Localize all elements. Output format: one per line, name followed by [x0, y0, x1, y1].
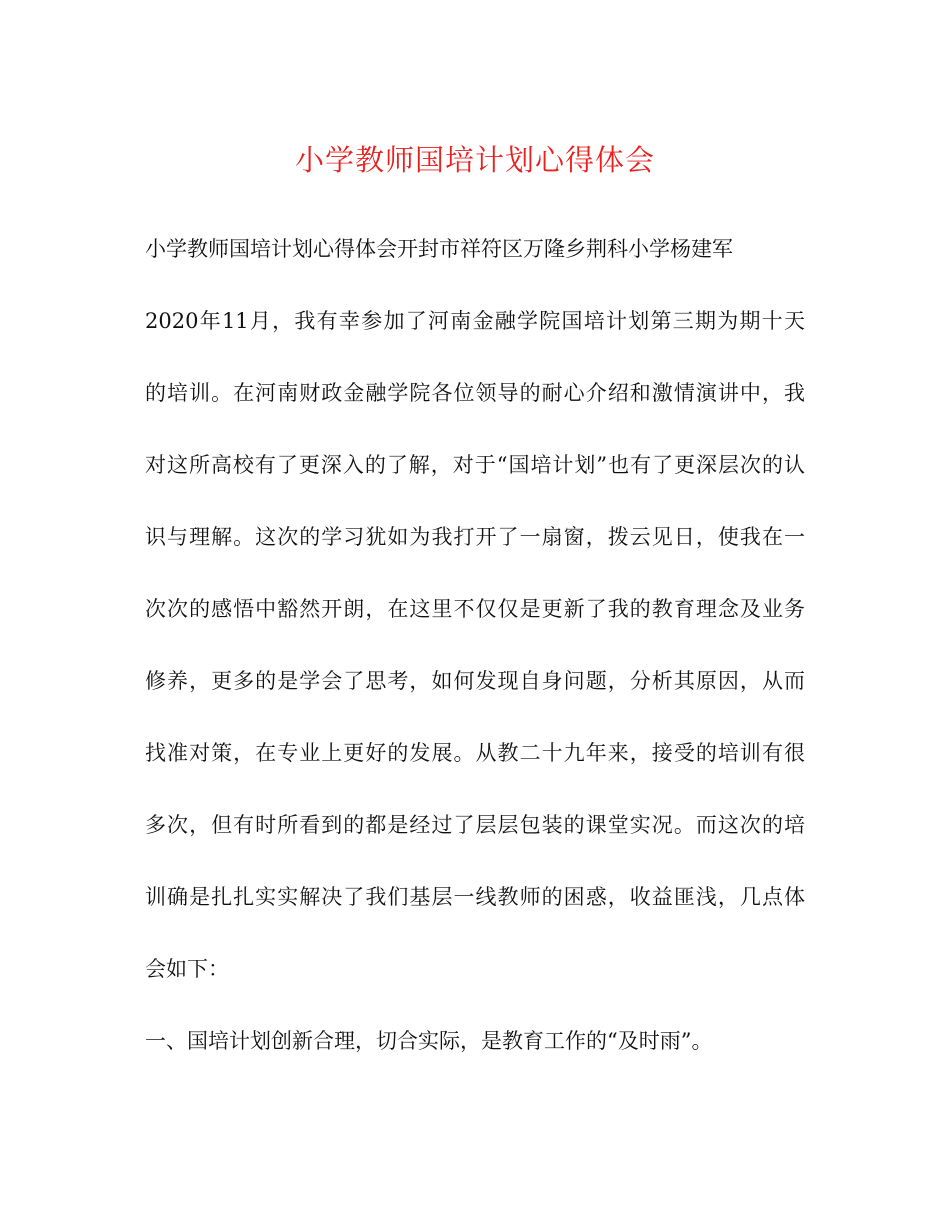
body-line-4: 对这所高校有了更深入的了解，对于“国培计划”也有了更深层次的认	[145, 453, 805, 477]
body-line-11: 会如下：	[145, 957, 229, 981]
body-line-3: 的培训。在河南财政金融学院各位领导的耐心介绍和激情演讲中，我	[145, 381, 805, 405]
body-line-2: 2020年11月，我有幸参加了河南金融学院国培计划第三期为期十天	[145, 309, 805, 333]
section-heading-1: 一、国培计划创新合理，切合实际，是教育工作的“及时雨”。	[145, 1029, 713, 1053]
document-title: 小学教师国培计划心得体会	[294, 143, 655, 177]
document-body	[145, 229, 805, 1093]
body-line-8: 找准对策，在专业上更好的发展。从教二十九年来，接受的培训有很	[145, 741, 805, 765]
body-line-7: 修养，更多的是学会了思考，如何发现自身问题，分析其原因，从而	[145, 669, 805, 693]
body-line-1: 小学教师国培计划心得体会开封市祥符区万隆乡荆科小学杨建军	[145, 237, 733, 261]
body-line-6: 次次的感悟中豁然开朗，在这里不仅仅是更新了我的教育理念及业务	[145, 597, 805, 621]
body-line-5: 识与理解。这次的学习犹如为我打开了一扇窗，拨云见日，使我在一	[145, 525, 805, 549]
body-line-9: 多次，但有时所看到的都是经过了层层包装的课堂实况。而这次的培	[145, 813, 805, 837]
body-line-10: 训确是扎扎实实解决了我们基层一线教师的困惑，收益匪浅，几点体	[145, 885, 805, 909]
